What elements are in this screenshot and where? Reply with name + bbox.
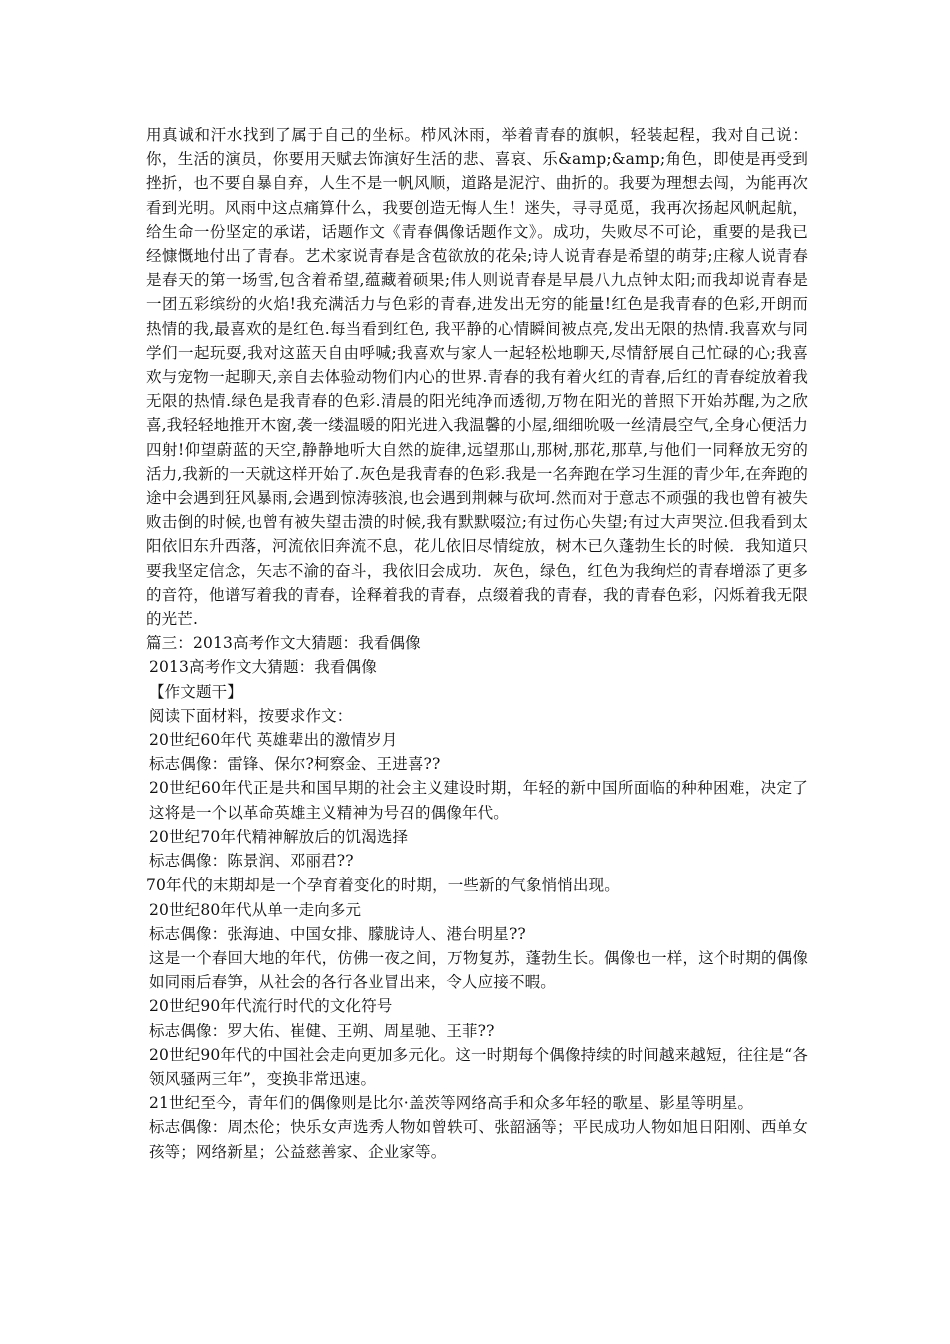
era-70s-idols: 标志偶像：陈景润、邓丽君?? — [149, 852, 354, 871]
era-90s-idols: 标志偶像：罗大佑、崔健、王朔、周星驰、王菲?? — [149, 1021, 495, 1040]
era-60s-idols: 标志偶像：雷锋、保尔?柯察金、王进喜?? — [149, 755, 441, 774]
section-heading: 篇三：2013高考作文大猜题：我看偶像 — [146, 634, 421, 653]
era-21c-description: 21世纪至今，青年们的偶像则是比尔·盖茨等网络高手和众多年轻的歌星、影星等明星。 — [149, 1094, 754, 1113]
era-70s-description: 70年代的末期却是一个孕育着变化的时期，一些新的气象悄悄出现。 — [146, 876, 620, 895]
era-80s-heading: 20世纪80年代从单一走向多元 — [149, 900, 362, 919]
era-90s-heading: 20世纪90年代流行时代的文化符号 — [149, 997, 393, 1016]
era-60s-heading: 20世纪60年代 英雄辈出的激情岁月 — [149, 731, 398, 750]
prompt-instruction: 阅读下面材料，按要求作文： — [149, 706, 353, 725]
document-page — [146, 123, 808, 1164]
article-title: 2013高考作文大猜题：我看偶像 — [149, 658, 377, 677]
paragraph-essay-body: 用真诚和汗水找到了属于自己的坐标。栉风沐雨，举着青春的旗帜，轻装起程，我对自己说：你，生活的演员，你要用天赋去饰演好生活的悲、喜哀、乐&amp;&amp;角色，即使是再受到挫折，也不要自暴自弃，人生不是一帆风顺，道路是泥泞、曲折的。我要为理想去闯，为能再次看到光明。风雨中这点痛算什么，我要创造无悔人生！迷失，寻寻觅觅，我再次扬起风帆起航，给生命一份坚定的承诺，话题作文《青春偶像话题作文》。成功，失败尽不可论，重要的是我已经慷慨地付出了青春。艺术家说青春是含苞欲放的花朵;诗人说青春是希望的萌芽;庄稼人说青春是春天的第一场雪,包含着希望,蕴藏着硕果;伟人则说青春是早晨八九点钟太阳;而我却说青春是一团五彩缤纷的火焰!我充满活力与色彩的青春,进发出无穷的能量!红色是我青春的色彩,开朗而热情的我,最喜欢的是红色.每当看到红色, 我平静的心情瞬间被点亮,发出无限的热情.我喜欢与同学们一起玩耍,我对这蓝天自由呼喊;我喜欢与家人一起轻松地聊天,尽情舒展自己忙碌的心;我喜欢与宠物一起聊天,亲自去体验动物们内心的世界.青春的我有着火红的青春,后红的青春绽放着我无限的热情.绿色是我青春的色彩.清晨的阳光纯净而透彻,万物在阳光的普照下开始苏醒,为之欣喜,我轻轻地推开木窗,袭一缕温暖的阳光进入我温馨的小屋,细细吮吸一丝清晨空气,全身心便活力四射!仰望蔚蓝的天空,静静地听大自然的旋律,远望那山,那树,那花,那草,与他们一同释放无穷的活力,我新的一天就这样开始了.灰色是我青春的色彩.我是一名奔跑在学习生涯的青少年,在奔跑的途中会遇到狂风暴雨,会遇到惊涛骇浪,也会遇到荆棘与砍坷.然而对于意志不顽强的我也曾有被失败击倒的时候,也曾有被失望击溃的时候,我有默默啜泣;有过伤心失望;有过大声哭泣.但我看到太阳依旧东升西落，河流依旧奔流不息，花儿依旧尽情绽放，树木已久蓬勃生长的时候．我知道只要我坚定信念，矢志不渝的奋斗，我依旧会成功．灰色，绿色，红色为我绚烂的青春增添了更多的音符，他谱写着我的青春，诠释着我的青春，点缀着我的青春，我的青春色彩，闪烁着我无限的光芒. — [146, 126, 808, 629]
era-70s-heading: 20世纪70年代精神解放后的饥渴选择 — [149, 827, 409, 846]
era-60s-description: 20世纪60年代正是共和国早期的社会主义建设时期，年轻的新中国所面临的种种困难，决定了这将是一个以革命英雄主义精神为号召的偶像年代。 — [149, 779, 808, 822]
era-21c-idols: 标志偶像：周杰伦；快乐女声选秀人物如曾轶可、张韶涵等；平民成功人物如旭日阳刚、西单女孩等；网络新星；公益慈善家、企业家等。 — [149, 1118, 808, 1161]
era-80s-idols: 标志偶像：张海迪、中国女排、朦胧诗人、港台明星?? — [149, 924, 526, 943]
prompt-heading: 【作文题干】 — [149, 682, 243, 701]
era-90s-description: 20世纪90年代的中国社会走向更加多元化。这一时期每个偶像持续的时间越来越短，往往是“各领风骚两三年”，变换非常迅速。 — [149, 1045, 808, 1088]
era-80s-description: 这是一个春回大地的年代，仿佛一夜之间，万物复苏，蓬勃生长。偶像也一样，这个时期的偶像如同雨后春笋，从社会的各行各业冒出来，令人应接不暇。 — [149, 948, 808, 992]
